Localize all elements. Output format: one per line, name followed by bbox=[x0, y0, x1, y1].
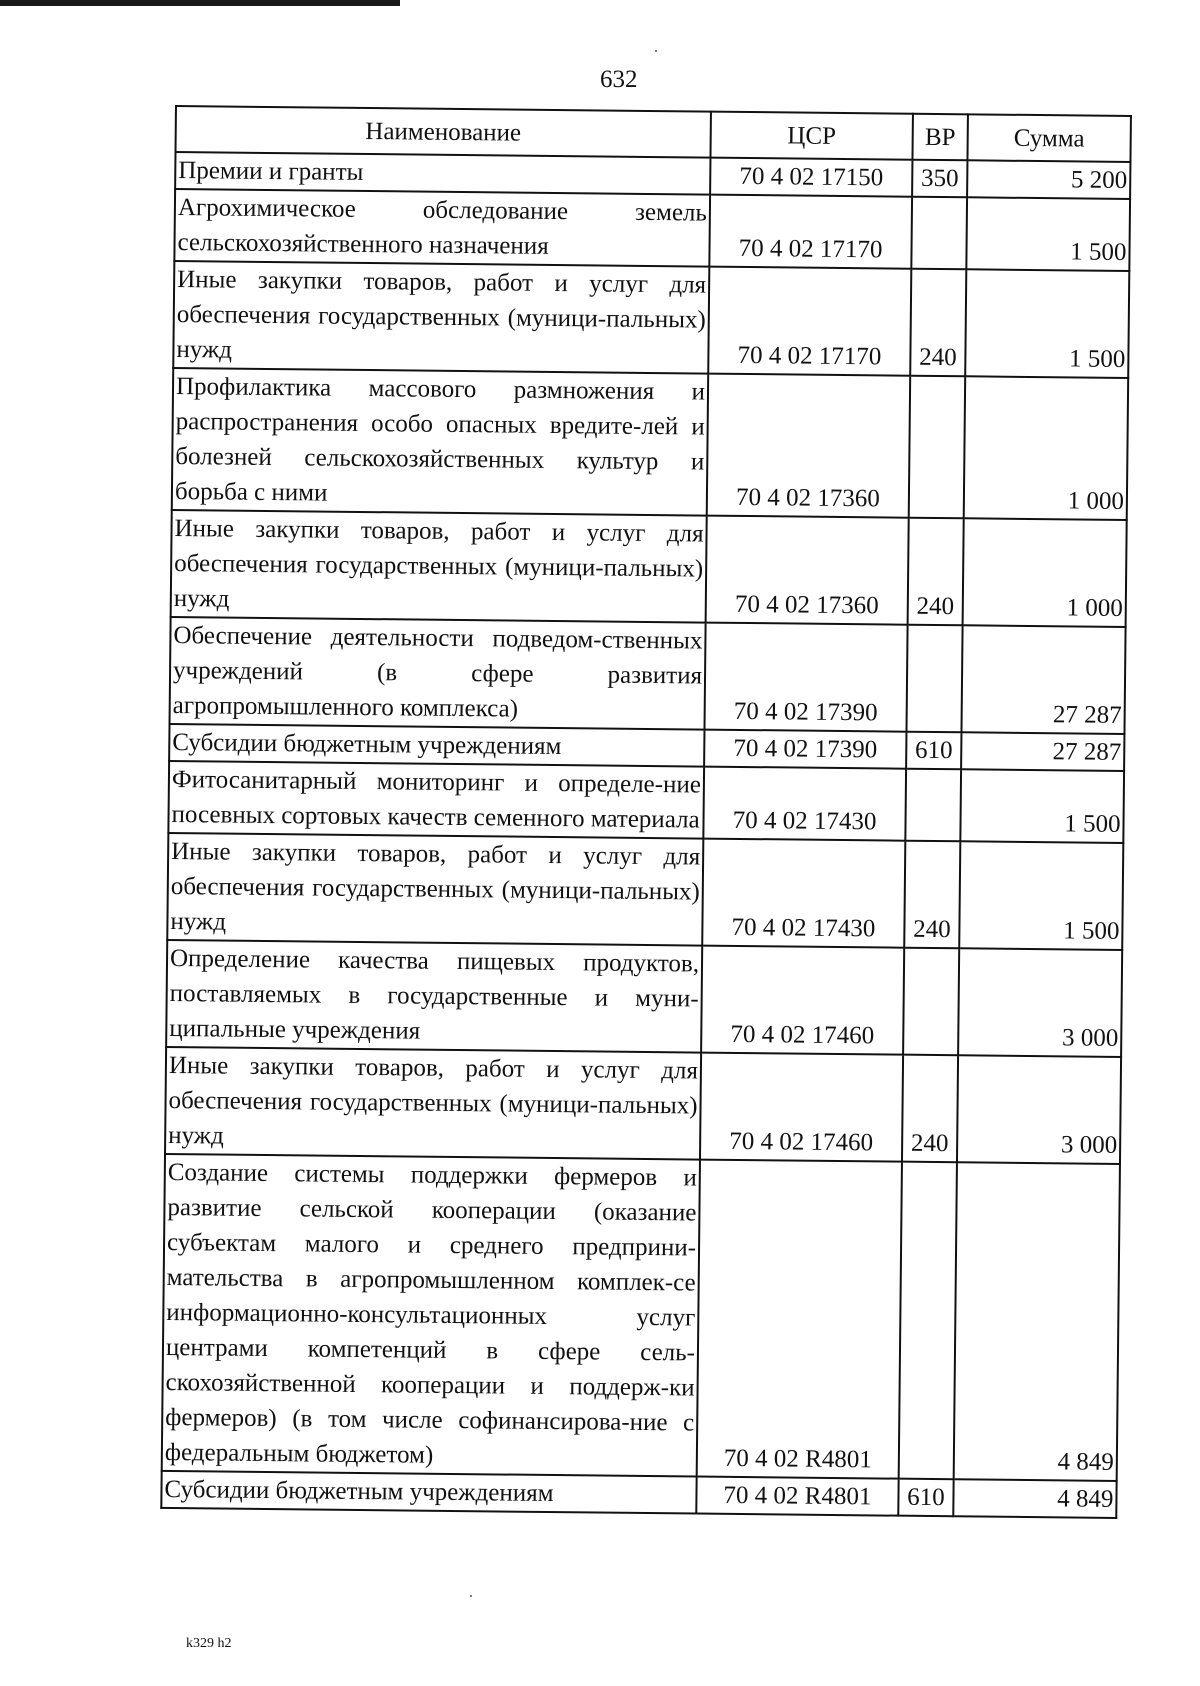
cell-sum: 27 287 bbox=[961, 732, 1124, 771]
cell-sum: 1 000 bbox=[963, 518, 1127, 627]
cell-csr: 70 4 02 17430 bbox=[703, 767, 906, 841]
cell-csr: 70 4 02 17390 bbox=[704, 623, 907, 732]
cell-name: Иные закупки товаров, работ и услуг для обеспечения государственных (муници-пальных) нужд bbox=[171, 510, 707, 623]
cell-name: Субсидии бюджетным учреждениям bbox=[161, 1471, 696, 1514]
cell-csr: 70 4 02 R4801 bbox=[697, 1160, 902, 1479]
cell-sum: 1 500 bbox=[960, 769, 1124, 843]
cell-sum: 1 500 bbox=[966, 197, 1130, 271]
cell-csr: 70 4 02 R4801 bbox=[696, 1477, 898, 1516]
page-number: 632 bbox=[600, 66, 638, 93]
table-row bbox=[167, 833, 1123, 950]
cell-sum: 1 500 bbox=[965, 269, 1129, 378]
cell-sum: 4 849 bbox=[953, 1479, 1116, 1518]
budget-table bbox=[160, 105, 1132, 1519]
table-row bbox=[174, 189, 1130, 271]
cell-name: Фитосанитарный мониторинг и определе-ние посевных сортовых качеств семенного материала bbox=[168, 761, 704, 839]
table-row bbox=[171, 510, 1127, 627]
cell-vr bbox=[903, 948, 959, 1056]
header-name: Наименование bbox=[176, 106, 711, 158]
cell-vr bbox=[911, 197, 967, 270]
cell-name: Определение качества пищевых продуктов, поставляемых в государственные и муни-ципальные учреждения bbox=[166, 940, 702, 1053]
cell-name: Субсидии бюджетным учреждениям bbox=[169, 724, 704, 767]
cell-vr: 240 bbox=[902, 1055, 958, 1163]
table-row bbox=[172, 368, 1128, 520]
cell-sum: 3 000 bbox=[957, 1055, 1121, 1164]
cell-sum: 27 287 bbox=[961, 625, 1125, 734]
cell-csr: 70 4 02 17390 bbox=[704, 730, 906, 769]
cell-name: Иные закупки товаров, работ и услуг для обеспечения государственных (муници-пальных) нужд bbox=[167, 833, 703, 946]
cell-vr bbox=[905, 769, 961, 842]
scan-speck bbox=[470, 1595, 472, 1597]
document-code: k329 h2 bbox=[186, 1636, 232, 1651]
header-vr: ВР bbox=[912, 114, 967, 161]
cell-vr bbox=[909, 376, 965, 519]
table-row bbox=[173, 261, 1129, 378]
cell-vr: 240 bbox=[910, 269, 966, 377]
scan-speck bbox=[655, 50, 657, 52]
cell-csr: 70 4 02 17430 bbox=[702, 839, 905, 948]
table-row bbox=[168, 761, 1124, 843]
cell-sum: 4 849 bbox=[954, 1162, 1120, 1481]
cell-vr bbox=[899, 1162, 957, 1480]
cell-csr: 70 4 02 17150 bbox=[710, 158, 912, 197]
cell-name: Иные закупки товаров, работ и услуг для обеспечения государственных (муници-пальных) нужд bbox=[173, 261, 709, 374]
cell-vr: 240 bbox=[904, 841, 960, 949]
cell-name: Иные закупки товаров, работ и услуг для обеспечения государственных (муници-пальных) нужд bbox=[165, 1047, 701, 1160]
table-row bbox=[165, 1047, 1121, 1164]
cell-vr: 610 bbox=[906, 732, 961, 770]
cell-sum: 3 000 bbox=[958, 948, 1122, 1057]
cell-vr: 350 bbox=[912, 160, 967, 198]
cell-sum: 1 500 bbox=[959, 841, 1123, 950]
cell-csr: 70 4 02 17170 bbox=[709, 195, 912, 269]
cell-csr: 70 4 02 17460 bbox=[700, 1053, 903, 1162]
cell-name: Обеспечение деятельности подведом-ственных учреждений (в сфере развития агропромышленного комплекса) bbox=[170, 617, 706, 730]
cell-csr: 70 4 02 17360 bbox=[706, 516, 909, 625]
cell-name: Премии и гранты bbox=[175, 152, 710, 195]
cell-csr: 70 4 02 17360 bbox=[707, 374, 910, 518]
cell-vr bbox=[906, 625, 962, 733]
table-row bbox=[170, 617, 1126, 734]
header-sum: Сумма bbox=[967, 114, 1130, 162]
cell-sum: 5 200 bbox=[967, 160, 1130, 199]
cell-csr: 70 4 02 17460 bbox=[701, 946, 904, 1055]
table-row bbox=[166, 940, 1122, 1057]
cell-vr: 610 bbox=[898, 1479, 953, 1517]
scan-top-rule bbox=[0, 0, 400, 6]
cell-name: Профилактика массового размножения и распространения особо опасных вредите-лей и болезней сельскохозяйственных культур и борьба с ними bbox=[172, 368, 708, 516]
header-csr: ЦСР bbox=[710, 112, 912, 160]
table-row bbox=[162, 1154, 1120, 1481]
cell-vr: 240 bbox=[908, 518, 964, 626]
cell-sum: 1 000 bbox=[964, 376, 1128, 520]
cell-name: Агрохимическое обследование земель сельскохозяйственного назначения bbox=[174, 189, 710, 267]
cell-name: Создание системы поддержки фермеров и развитие сельской кооперации (оказание субъектам малого и среднего предприни-мательства в агропромышленном комплек-се информационно-консультационных услуг центрами компетенций в сфере сель-скохозяйственной кооперации и поддерж-ки фермеров) (в том числе софинансирова-ние с федеральным бюджетом) bbox=[162, 1154, 700, 1477]
cell-csr: 70 4 02 17170 bbox=[708, 267, 911, 376]
